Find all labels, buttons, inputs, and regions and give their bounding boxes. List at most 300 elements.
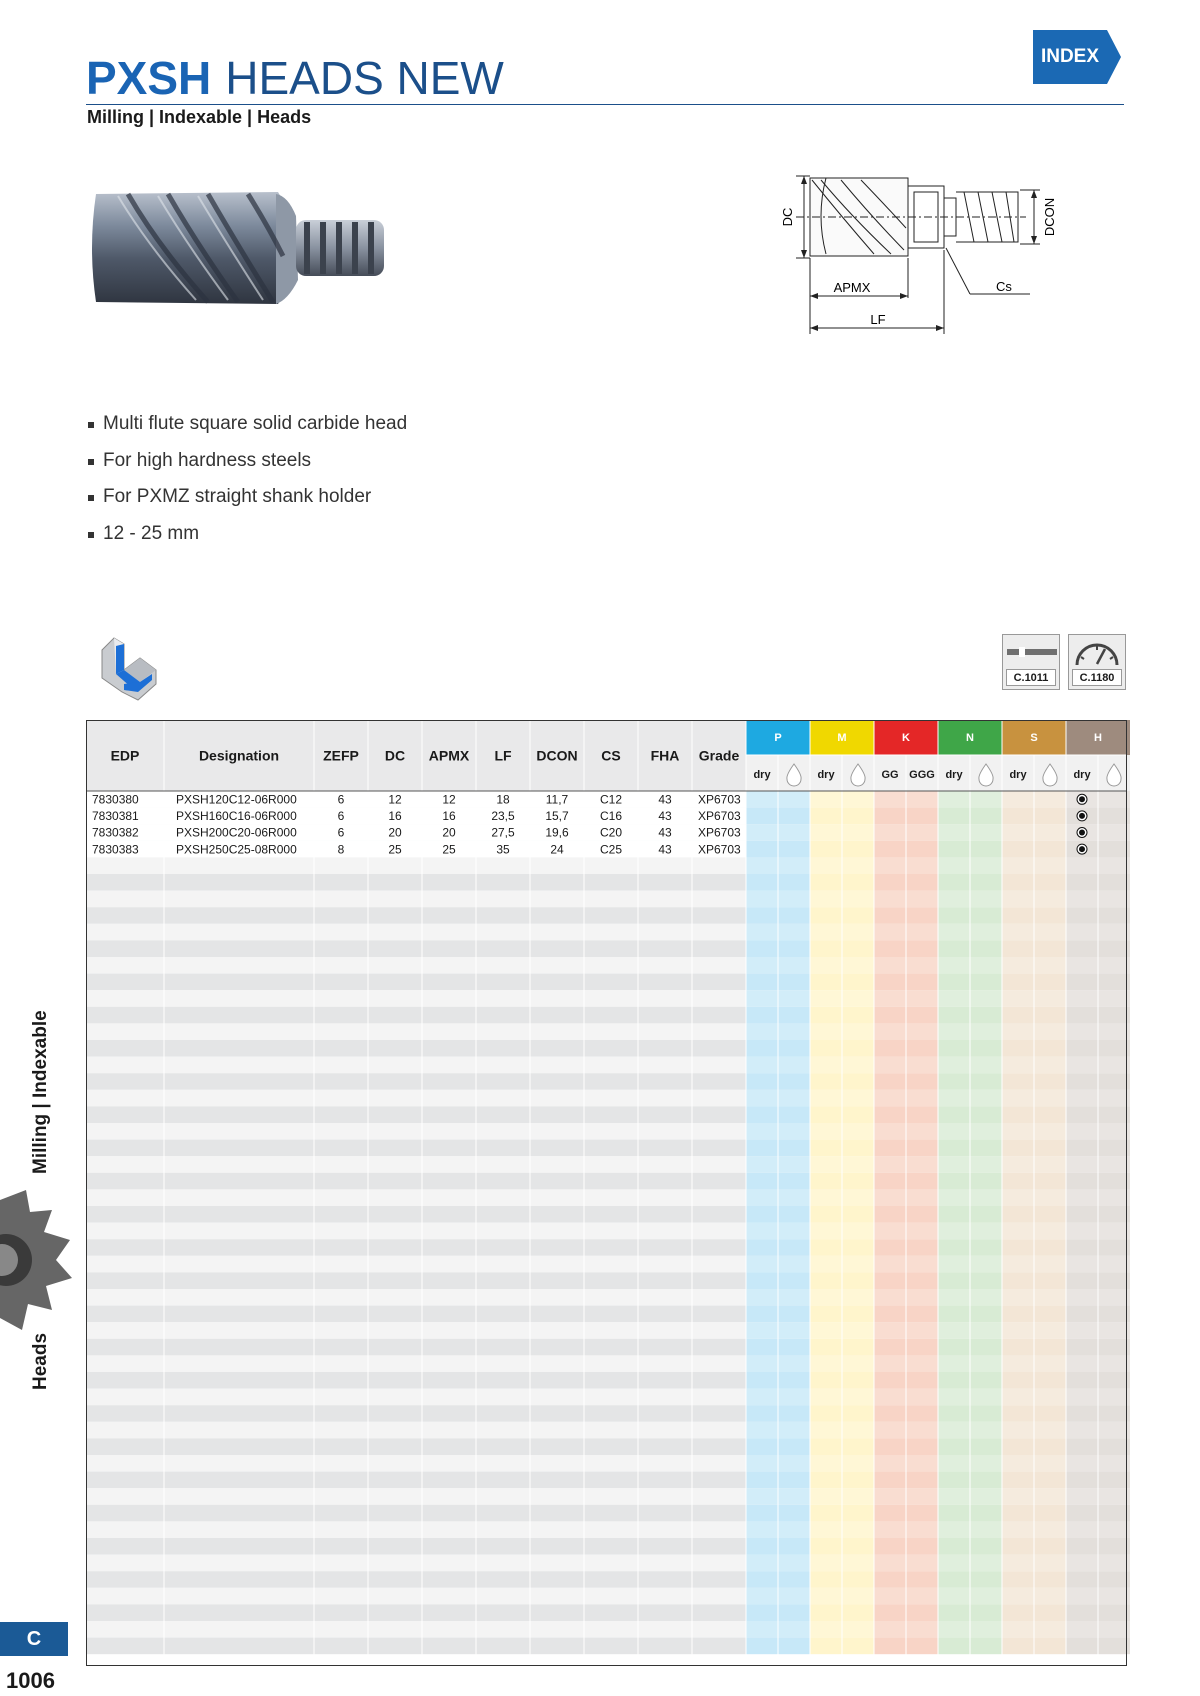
material-cell [874, 1571, 906, 1588]
table-row [86, 1638, 746, 1655]
cell-lf: 27,5 [491, 825, 515, 840]
material-cell [778, 1438, 810, 1455]
table-row [86, 1555, 746, 1572]
material-cell [1066, 1007, 1098, 1024]
material-cell [970, 1256, 1002, 1273]
dc-label: DC [780, 207, 795, 227]
material-cell [778, 791, 810, 808]
cell-grade: XP6703 [698, 792, 741, 807]
material-cell [1034, 1106, 1066, 1123]
column-header: FHA [650, 747, 680, 764]
material-cell [778, 1604, 810, 1621]
material-cell [1098, 1472, 1130, 1489]
material-cell [1002, 1505, 1034, 1522]
table-row [86, 1090, 746, 1107]
material-cell [1066, 1140, 1098, 1157]
material-cell [938, 924, 970, 941]
material-cell [874, 1488, 906, 1505]
material-cell [970, 1621, 1002, 1638]
material-cell [810, 1389, 842, 1406]
material-cell [842, 824, 874, 841]
column-header: APMX [428, 747, 470, 764]
table-row [86, 1455, 746, 1472]
material-cell [1098, 1306, 1130, 1323]
material-cell [1002, 1638, 1034, 1655]
table-row [86, 1405, 746, 1422]
material-cell [778, 1322, 810, 1339]
material-cell [1034, 791, 1066, 808]
material-cell [938, 1140, 970, 1157]
material-cell [778, 1123, 810, 1140]
material-cell [1098, 1189, 1130, 1206]
table-row [86, 1488, 746, 1505]
material-cell [842, 1123, 874, 1140]
material-cell [1066, 1306, 1098, 1323]
material-cell [938, 891, 970, 908]
material-cell [874, 990, 906, 1007]
material-cell [1066, 1206, 1098, 1223]
material-cell [906, 1555, 938, 1572]
material-cell [810, 1621, 842, 1638]
material-cell [1098, 874, 1130, 891]
material-sub-label: GGG [909, 769, 935, 781]
material-cell [746, 1306, 778, 1323]
material-cell [810, 1140, 842, 1157]
material-cell [938, 857, 970, 874]
material-cell [746, 1621, 778, 1638]
table-row [86, 874, 746, 891]
material-cell [938, 808, 970, 825]
material-cell [746, 1173, 778, 1190]
material-cell [746, 1538, 778, 1555]
material-cell [970, 924, 1002, 941]
material-cell [874, 1588, 906, 1605]
material-cell [1066, 1372, 1098, 1389]
material-cell [938, 1488, 970, 1505]
material-cell [938, 1621, 970, 1638]
material-cell [1002, 974, 1034, 991]
material-cell [1002, 1256, 1034, 1273]
material-cell [1034, 1073, 1066, 1090]
material-cell [874, 924, 906, 941]
recommended-mark-dot [1079, 830, 1085, 836]
material-cell [778, 824, 810, 841]
material-cell [874, 1455, 906, 1472]
material-cell [1034, 1007, 1066, 1024]
column-header: ZEFP [323, 747, 359, 764]
material-group-label: S [1030, 732, 1038, 744]
material-cell [810, 1057, 842, 1074]
material-cell [842, 974, 874, 991]
cell-designation: PXSH200C20-06R000 [176, 825, 297, 840]
material-cell [906, 1488, 938, 1505]
material-cell [842, 924, 874, 941]
cell-zefp: 6 [337, 825, 345, 840]
chapter-tab[interactable]: C [0, 1622, 68, 1656]
material-cell [938, 1389, 970, 1406]
material-cell [906, 907, 938, 924]
material-cell [746, 1256, 778, 1273]
material-cell [778, 1521, 810, 1538]
table-row [86, 1538, 746, 1555]
material-cell [778, 940, 810, 957]
material-cell [810, 1239, 842, 1256]
material-cell [842, 808, 874, 825]
material-cell [810, 1289, 842, 1306]
material-cell [1002, 1355, 1034, 1372]
material-cell [970, 1223, 1002, 1240]
material-cell [906, 1023, 938, 1040]
index-button[interactable] [1033, 30, 1121, 84]
material-cell [938, 1073, 970, 1090]
material-cell [746, 1372, 778, 1389]
material-cell [1098, 1488, 1130, 1505]
material-cell [842, 1057, 874, 1074]
material-cell [906, 1588, 938, 1605]
material-cell [778, 1588, 810, 1605]
ref-badge-c1011[interactable] [1002, 634, 1060, 690]
cell-lf: 18 [496, 792, 510, 807]
material-cell [746, 1007, 778, 1024]
column-header: LF [494, 747, 512, 764]
cs-label: Cs [996, 279, 1012, 294]
material-cell [970, 874, 1002, 891]
material-cell [1002, 1173, 1034, 1190]
material-cell [810, 874, 842, 891]
material-cell [1098, 1073, 1130, 1090]
material-cell [874, 957, 906, 974]
material-cell [1066, 1256, 1098, 1273]
table-row [86, 1073, 746, 1090]
material-cell [778, 891, 810, 908]
material-cell [906, 1073, 938, 1090]
material-cell [874, 1604, 906, 1621]
material-cell [970, 1306, 1002, 1323]
material-cell [1066, 990, 1098, 1007]
material-cell [1002, 1604, 1034, 1621]
material-sub-label: dry [817, 769, 835, 781]
table-row [86, 1306, 746, 1323]
material-cell [938, 1355, 970, 1372]
material-cell [746, 907, 778, 924]
material-cell [746, 1555, 778, 1572]
material-cell [778, 808, 810, 825]
material-cell [938, 1405, 970, 1422]
material-cell [906, 1604, 938, 1621]
material-cell [1098, 891, 1130, 908]
table-row [86, 1372, 746, 1389]
material-cell [938, 1189, 970, 1206]
lf-label: LF [870, 312, 886, 327]
cell-dcon: 24 [550, 842, 564, 857]
material-cell [906, 1638, 938, 1655]
material-cell [906, 1306, 938, 1323]
material-cell [874, 1538, 906, 1555]
material-cell [810, 857, 842, 874]
cell-zefp: 6 [337, 792, 345, 807]
material-cell [938, 940, 970, 957]
table-row [86, 1571, 746, 1588]
material-cell [970, 1438, 1002, 1455]
material-cell [778, 1073, 810, 1090]
material-cell [938, 990, 970, 1007]
material-group-label: P [774, 732, 782, 744]
material-cell [778, 1571, 810, 1588]
material-cell [970, 1040, 1002, 1057]
table-row [86, 1189, 746, 1206]
material-cell [1098, 1156, 1130, 1173]
material-cell [810, 808, 842, 825]
material-cell [906, 891, 938, 908]
material-cell [842, 1289, 874, 1306]
material-cell [1098, 940, 1130, 957]
holder-icon [1003, 635, 1059, 669]
material-cell [1098, 957, 1130, 974]
technical-drawing [780, 176, 1126, 336]
material-cell [842, 1355, 874, 1372]
material-cell [746, 1272, 778, 1289]
material-cell [906, 841, 938, 858]
material-cell [1002, 1488, 1034, 1505]
cell-zefp: 6 [337, 809, 345, 824]
material-group-label: H [1094, 732, 1102, 744]
ref-badge-c1180[interactable] [1068, 634, 1126, 690]
material-cell [970, 1057, 1002, 1074]
material-cell [1066, 1588, 1098, 1605]
cell-edp: 7830381 [92, 809, 139, 824]
material-cell [778, 1555, 810, 1572]
material-cell [874, 1355, 906, 1372]
cell-fha: 43 [658, 842, 672, 857]
material-cell [1066, 1621, 1098, 1638]
material-cell [842, 907, 874, 924]
feature-item: For PXMZ straight shank holder [86, 485, 407, 522]
material-cell [1098, 1322, 1130, 1339]
table-row [86, 1206, 746, 1223]
material-cell [1002, 1040, 1034, 1057]
cell-dcon: 15,7 [545, 809, 569, 824]
material-cell [810, 1156, 842, 1173]
material-cell [970, 791, 1002, 808]
material-cell [970, 1106, 1002, 1123]
material-cell [1098, 1339, 1130, 1356]
material-cell [1002, 957, 1034, 974]
material-cell [906, 1472, 938, 1489]
material-cell [938, 1422, 970, 1439]
material-cell [938, 1040, 970, 1057]
material-cell [1034, 1223, 1066, 1240]
table-row [86, 1438, 746, 1455]
material-cell [1002, 1405, 1034, 1422]
cell-apmx: 16 [442, 809, 456, 824]
material-cell [1034, 1057, 1066, 1074]
material-cell [746, 891, 778, 908]
material-cell [906, 1140, 938, 1157]
table-row [86, 1339, 746, 1356]
material-cell [1002, 1206, 1034, 1223]
material-cell [1098, 924, 1130, 941]
material-cell [1098, 1040, 1130, 1057]
material-cell [1098, 1007, 1130, 1024]
table-row [86, 891, 746, 908]
material-cell [1002, 1023, 1034, 1040]
material-cell [746, 1206, 778, 1223]
material-cell [906, 1206, 938, 1223]
material-cell [1002, 1555, 1034, 1572]
material-cell [1002, 1272, 1034, 1289]
material-cell [778, 1206, 810, 1223]
ref-badge-label: C.1180 [1072, 669, 1122, 686]
material-cell [874, 1505, 906, 1522]
material-cell [1066, 974, 1098, 991]
material-cell [970, 1090, 1002, 1107]
material-cell [970, 1355, 1002, 1372]
material-cell [778, 1223, 810, 1240]
cell-designation: PXSH160C16-06R000 [176, 809, 297, 824]
material-cell [1066, 1123, 1098, 1140]
material-cell [810, 824, 842, 841]
material-cell [810, 1505, 842, 1522]
material-cell [810, 1455, 842, 1472]
material-cell [810, 1372, 842, 1389]
material-cell [906, 1156, 938, 1173]
material-cell [1034, 1455, 1066, 1472]
material-cell [1002, 907, 1034, 924]
table-row [86, 1621, 746, 1638]
material-cell [810, 1355, 842, 1372]
feature-item: Multi flute square solid carbide head [86, 412, 407, 449]
column-header: DCON [536, 747, 578, 764]
material-cell [1066, 1505, 1098, 1522]
material-cell [778, 1057, 810, 1074]
material-cell [810, 1422, 842, 1439]
material-cell [842, 891, 874, 908]
material-cell [1098, 1106, 1130, 1123]
material-cell [778, 990, 810, 1007]
cell-dcon: 19,6 [545, 825, 569, 840]
material-cell [778, 1189, 810, 1206]
material-cell [970, 1140, 1002, 1157]
material-cell [970, 1422, 1002, 1439]
material-cell [810, 1272, 842, 1289]
material-cell [1002, 824, 1034, 841]
material-cell [1002, 1239, 1034, 1256]
material-cell [938, 1256, 970, 1273]
material-group-label: M [837, 732, 847, 744]
material-cell [906, 1339, 938, 1356]
cell-designation: PXSH250C25-08R000 [176, 842, 297, 857]
material-cell [1034, 1521, 1066, 1538]
material-cell [842, 990, 874, 1007]
material-cell [970, 1505, 1002, 1522]
material-cell [1002, 990, 1034, 1007]
material-cell [1098, 1604, 1130, 1621]
material-cell [938, 1289, 970, 1306]
material-cell [1034, 1555, 1066, 1572]
material-cell [938, 1090, 970, 1107]
material-cell [1098, 1090, 1130, 1107]
material-cell [906, 1040, 938, 1057]
material-cell [970, 1455, 1002, 1472]
table-row [86, 1604, 746, 1621]
material-cell [938, 1173, 970, 1190]
table-row [86, 1505, 746, 1522]
apmx-label: APMX [833, 280, 871, 295]
material-cell [874, 1007, 906, 1024]
material-cell [778, 1106, 810, 1123]
material-cell [842, 1472, 874, 1489]
material-cell [778, 957, 810, 974]
material-cell [810, 1438, 842, 1455]
material-cell [938, 824, 970, 841]
material-cell [938, 1571, 970, 1588]
material-cell [1066, 940, 1098, 957]
material-cell [842, 1007, 874, 1024]
material-cell [874, 1123, 906, 1140]
column-header: CS [601, 747, 621, 764]
material-cell [810, 957, 842, 974]
table-row [86, 1173, 746, 1190]
material-cell [1002, 1073, 1034, 1090]
material-cell [1034, 1472, 1066, 1489]
material-group-label: N [966, 732, 974, 744]
material-cell [1066, 1173, 1098, 1190]
material-cell [1034, 1538, 1066, 1555]
material-cell [970, 1389, 1002, 1406]
material-cell [874, 1621, 906, 1638]
material-cell [778, 1156, 810, 1173]
material-cell [1066, 1289, 1098, 1306]
side-section-label: Heads [30, 1332, 51, 1390]
material-cell [810, 1173, 842, 1190]
material-cell [842, 791, 874, 808]
material-cell [810, 974, 842, 991]
material-cell [842, 1455, 874, 1472]
material-cell [970, 1604, 1002, 1621]
material-cell [1066, 1223, 1098, 1240]
material-cell [746, 791, 778, 808]
material-cell [1098, 1023, 1130, 1040]
material-sub-label: dry [753, 769, 771, 781]
material-cell [746, 1455, 778, 1472]
material-cell [842, 1638, 874, 1655]
material-cell [970, 808, 1002, 825]
material-cell [778, 874, 810, 891]
material-cell [970, 990, 1002, 1007]
material-cell [746, 841, 778, 858]
material-cell [1066, 907, 1098, 924]
material-cell [746, 1322, 778, 1339]
material-cell [778, 1239, 810, 1256]
material-cell [970, 940, 1002, 957]
material-cell [1098, 1621, 1130, 1638]
cell-dcon: 11,7 [545, 792, 569, 807]
material-cell [1034, 1488, 1066, 1505]
material-cell [1098, 824, 1130, 841]
material-cell [842, 1106, 874, 1123]
cell-grade: XP6703 [698, 842, 741, 857]
material-cell [778, 1007, 810, 1024]
index-label: INDEX [1040, 46, 1100, 67]
material-cell [810, 1256, 842, 1273]
material-cell [746, 1355, 778, 1372]
material-cell [906, 1389, 938, 1406]
material-cell [1066, 1339, 1098, 1356]
material-cell [906, 1123, 938, 1140]
material-cell [1034, 957, 1066, 974]
material-cell [1002, 1455, 1034, 1472]
material-cell [938, 1057, 970, 1074]
